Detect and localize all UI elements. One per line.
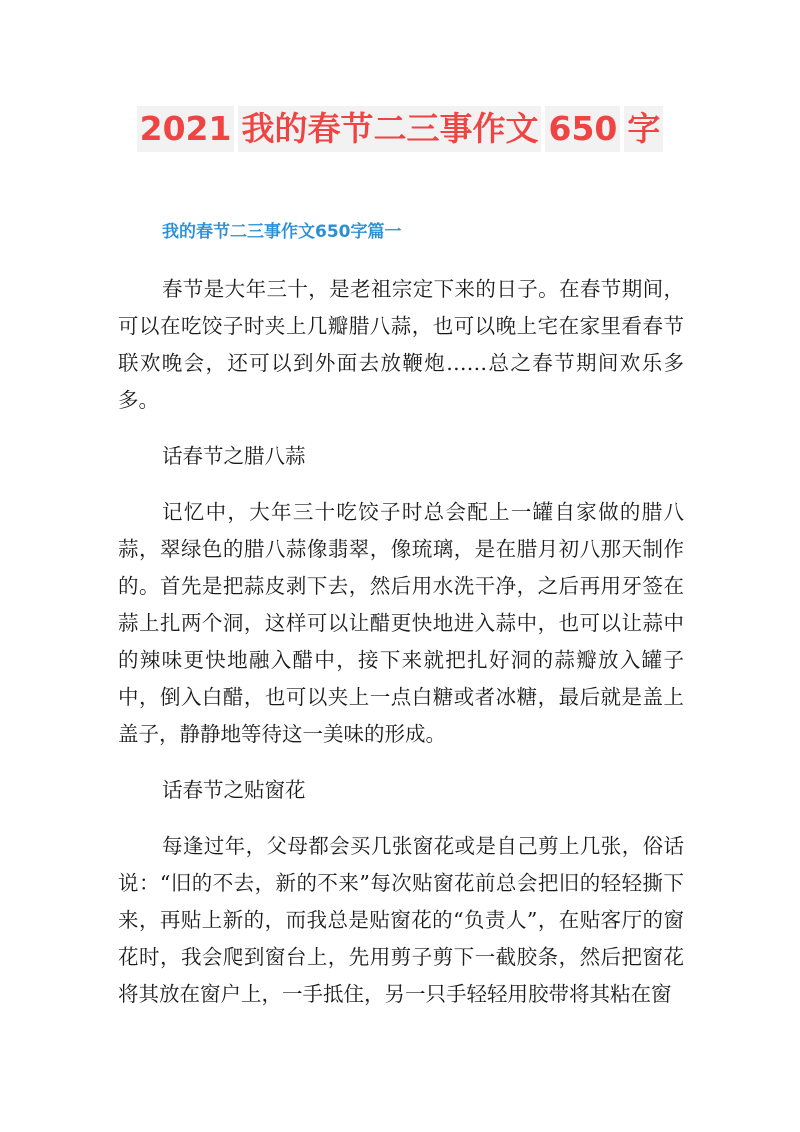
document-title [0, 106, 800, 152]
title-segment-unit: 字 [624, 106, 663, 152]
title-segment-count: 650 [545, 106, 620, 152]
title-segment-year: 2021 [137, 106, 235, 152]
paragraph-window-paper: 每逢过年，父母都会买几张窗花或是自己剪上几张，俗话说：“旧的不去，新的不来”每次贴窗花前总会把旧的轻轻撕下来，再贴上新的，而我总是贴窗花的“负责人”，在贴客厅的窗花时，我会爬到窗台上，先用剪子剪下一截胶条，然后把窗花将其放在窗户上，一手抵住，另一只手轻轻用胶带将其粘在窗 [118, 834, 684, 1006]
article-body [118, 271, 684, 1013]
section-heading-laba-garlic: 话春节之腊八蒜 [162, 444, 306, 468]
paragraph-intro: 春节是大年三十，是老祖宗定下来的日子。在春节期间，可以在吃饺子时夹上几瓣腊八蒜，也可以晚上宅在家里看春节联欢晚会，还可以到外面去放鞭炮……总之春节期间欢乐多多。 [118, 277, 684, 412]
paragraph-laba-garlic: 记忆中，大年三十吃饺子时总会配上一罐自家做的腊八蒜，翠绿色的腊八蒜像翡翠，像琉璃，是在腊月初八那天制作的。首先是把蒜皮剥下去，然后用水洗干净，之后再用牙签在蒜上扎两个洞，这样可以让醋更快地进入蒜中，也可以让蒜中的辣味更快地融入醋中，接下来就把扎好洞的蒜瓣放入罐子中，倒入白醋，也可以夹上一点白糖或者冰糖，最后就是盖上盖子，静静地等待这一美味的形成。 [118, 500, 684, 746]
section-subtitle: 我的春节二三事作文650字篇一 [162, 222, 402, 242]
title-segment-topic: 我的春节二三事作文 [238, 106, 541, 152]
section-heading-window-paper: 话春节之贴窗花 [162, 778, 306, 802]
